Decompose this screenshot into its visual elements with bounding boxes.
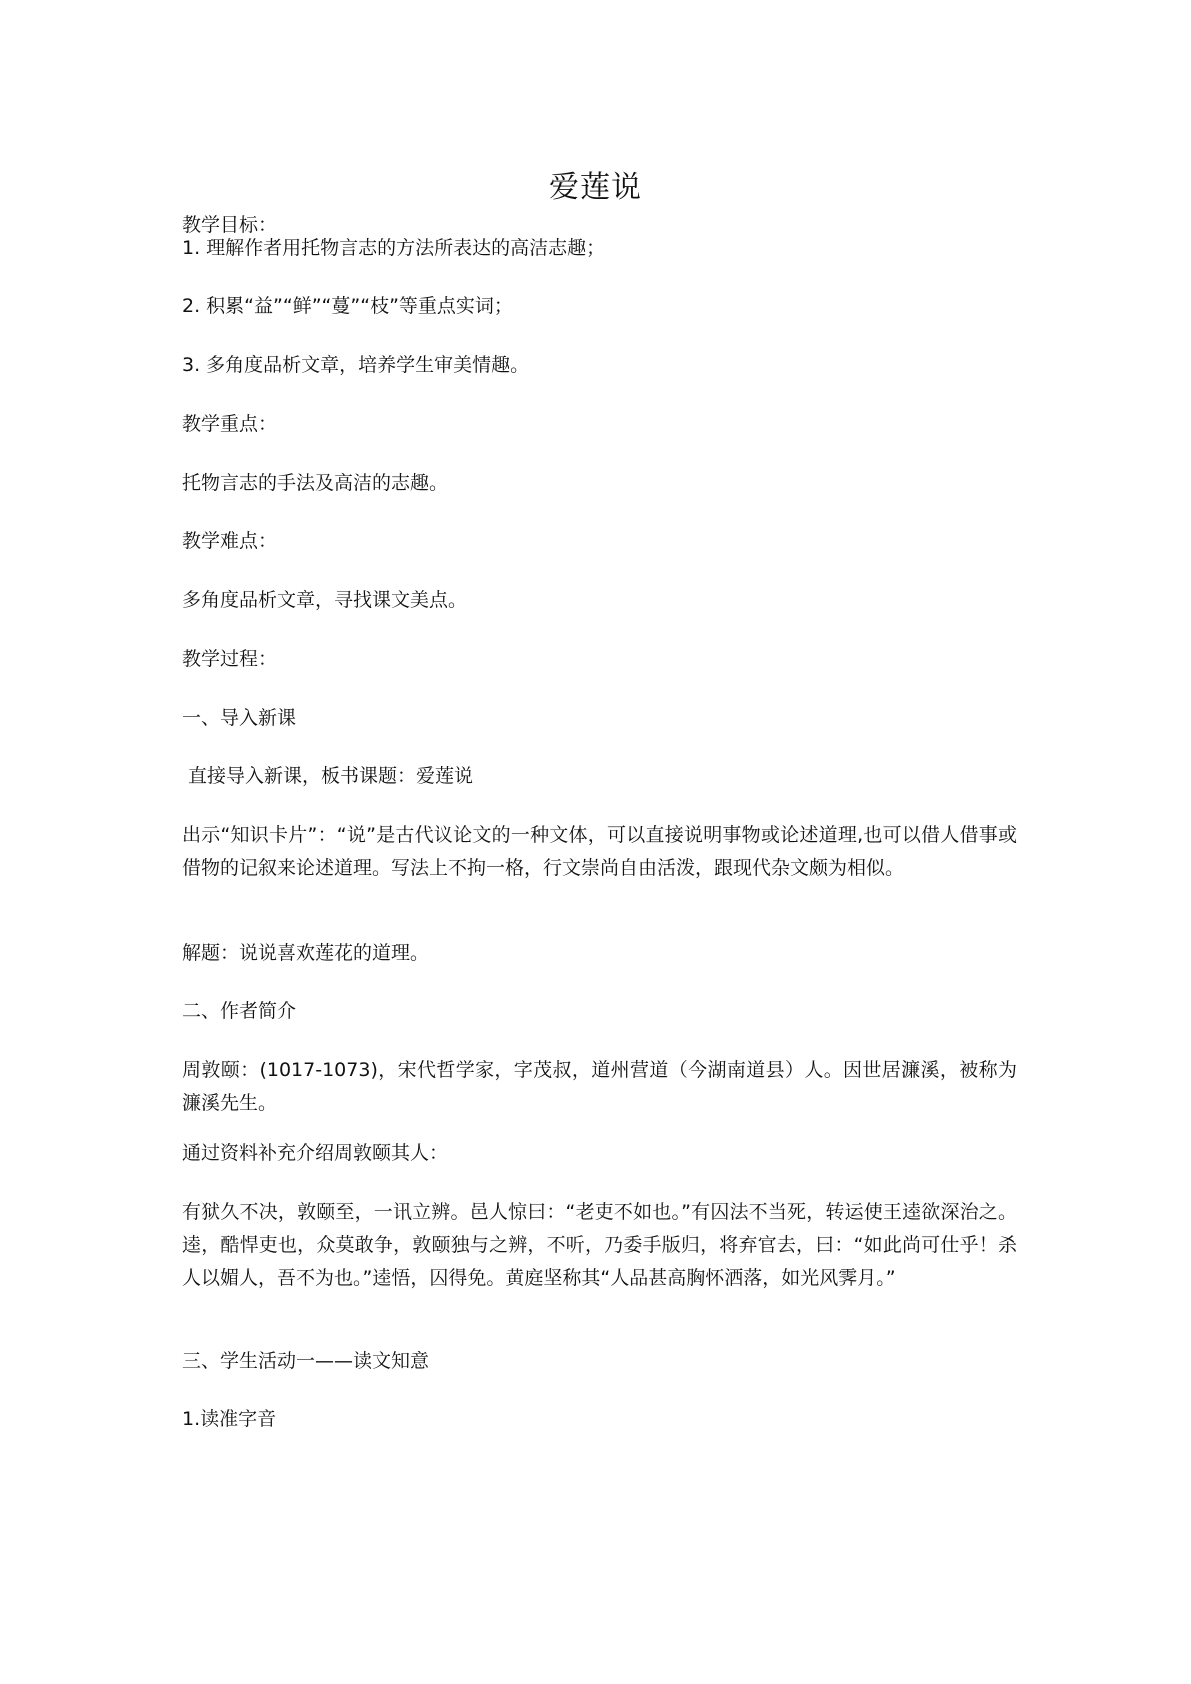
page-title: 爱莲说 xyxy=(549,170,642,205)
anecdote-paragraph: 有狱久不决，敦颐至，一讯立辨。邑人惊曰：“老吏不如也。”有囚法不当死，转运使王逵欲深治之。逵，酷悍吏也，众莫敢争，敦颐独与之辨，不听，乃委手版归，将弃官去，曰：“如此尚可仕乎！杀人以媚人，吾不为也。”逵悟，囚得免。黄庭坚称其“人品甚高胸怀洒落，如光风霁月。” xyxy=(182,1201,1017,1289)
title-explanation: 解题：说说喜欢莲花的道理。 xyxy=(182,942,430,964)
process-heading: 教学过程： xyxy=(182,648,278,670)
section-1-heading: 一、导入新课 xyxy=(182,707,297,729)
section-2-heading: 二、作者简介 xyxy=(182,1000,297,1022)
objectives-heading: 教学目标： xyxy=(182,214,278,236)
knowledge-card-paragraph: 出示“知识卡片”：“说”是古代议论文的一种文体，可以直接说明事物或论述道理,也可以借人借事或借物的记叙来论述道理。写法上不拘一格，行文崇尚自由活泼，跟现代杂文颇为相似。 xyxy=(182,824,1017,879)
section-1-intro: 直接导入新课，板书课题：爱莲说 xyxy=(182,765,474,787)
key-points-heading: 教学重点： xyxy=(182,413,278,435)
objective-2: 2. 积累“益”“鲜”“蔓”“枝”等重点实词； xyxy=(182,295,513,317)
objective-3: 3. 多角度品析文章，培养学生审美情趣。 xyxy=(182,354,530,376)
author-bio-paragraph: 周敦颐：(1017-1073)，宋代哲学家，字茂叔，道州营道（今湖南道县）人。因世居濂溪，被称为濂溪先生。 xyxy=(182,1059,1017,1114)
section-3-heading: 三、学生活动一——读文知意 xyxy=(182,1350,430,1372)
key-points-text: 托物言志的手法及高洁的志趣。 xyxy=(182,472,449,494)
difficulties-heading: 教学难点： xyxy=(182,530,278,552)
difficulties-text: 多角度品析文章，寻找课文美点。 xyxy=(182,589,468,611)
supplement-heading: 通过资料补充介绍周敦颐其人： xyxy=(182,1142,449,1164)
subsection-1: 1.读准字音 xyxy=(182,1408,277,1430)
objective-1: 1. 理解作者用托物言志的方法所表达的高洁志趣； xyxy=(182,237,606,259)
